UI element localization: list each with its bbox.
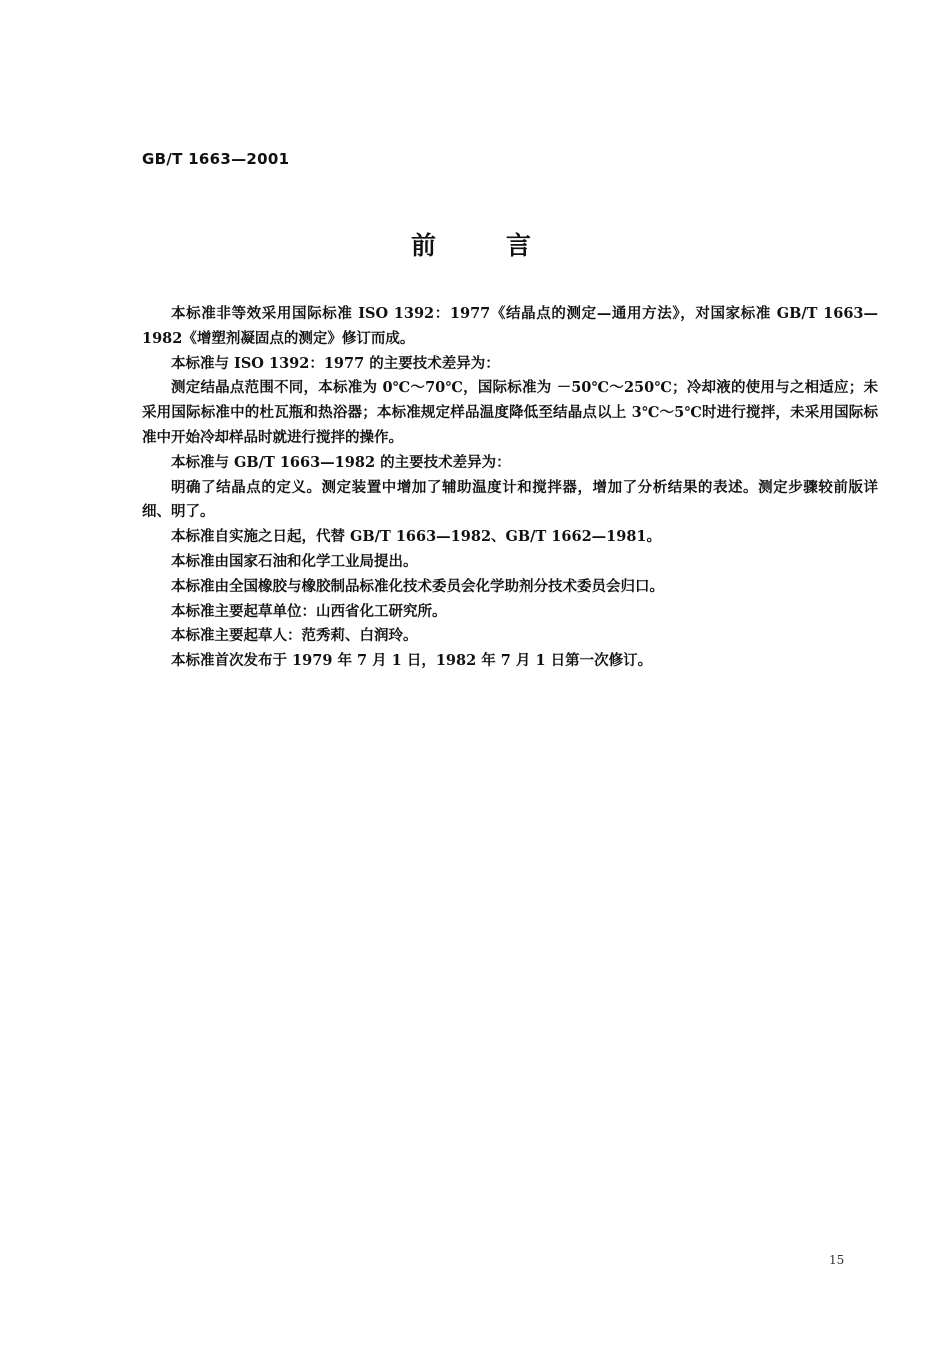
paragraph-prev-diff-detail: 明确了结晶点的定义。测定装置中增加了辅助温度计和搅拌器，增加了分析结果的表述。测定步骤较前版详细、明了。	[142, 478, 878, 521]
paragraph-replaces: 本标准自实施之日起，代替 GB/T 1663—1982、GB/T 1662—1981。	[171, 528, 662, 546]
foreword-body	[142, 302, 878, 674]
paragraph-prev-diff-intro: 本标准与 GB/T 1663—1982 的主要技术差异为：	[171, 453, 511, 471]
paragraph-proposed-by: 本标准由国家石油和化学工业局提出。	[171, 552, 418, 570]
paragraph-drafters: 本标准主要起草人：范秀莉、白润玲。	[171, 627, 418, 645]
paragraph-adoption: 本标准非等效采用国际标准 ISO 1392：1977《结晶点的测定—通用方法》，对国家标准 GB/T 1663—1982《增塑剂凝固点的测定》修订而成。	[142, 305, 878, 347]
page-title: 前言	[410, 231, 601, 260]
page-number: 15	[829, 1253, 845, 1267]
paragraph-iso-diff-detail: 测定结晶点范围不同，本标准为 0℃～70℃，国际标准为 －50℃～250℃；冷却液的使用与之相适应；未采用国际标准中的杜瓦瓶和热浴器；本标准规定样品温度降低至结晶点以上 3℃～5℃时进行搅拌，未采用国际标准中开始冷却样品时就进行搅拌的操作。	[142, 379, 878, 446]
paragraph-centralized-by: 本标准由全国橡胶与橡胶制品标准化技术委员会化学助剂分技术委员会归口。	[171, 577, 664, 595]
paragraph-publication-history: 本标准首次发布于 1979 年 7 月 1 日，1982 年 7 月 1 日第一次修订。	[171, 652, 653, 670]
paragraph-iso-diff-intro: 本标准与 ISO 1392：1977 的主要技术差异为：	[171, 354, 500, 372]
document-code: GB/T 1663—2001	[142, 150, 290, 168]
paragraph-drafting-unit: 本标准主要起草单位：山西省化工研究所。	[171, 602, 447, 620]
